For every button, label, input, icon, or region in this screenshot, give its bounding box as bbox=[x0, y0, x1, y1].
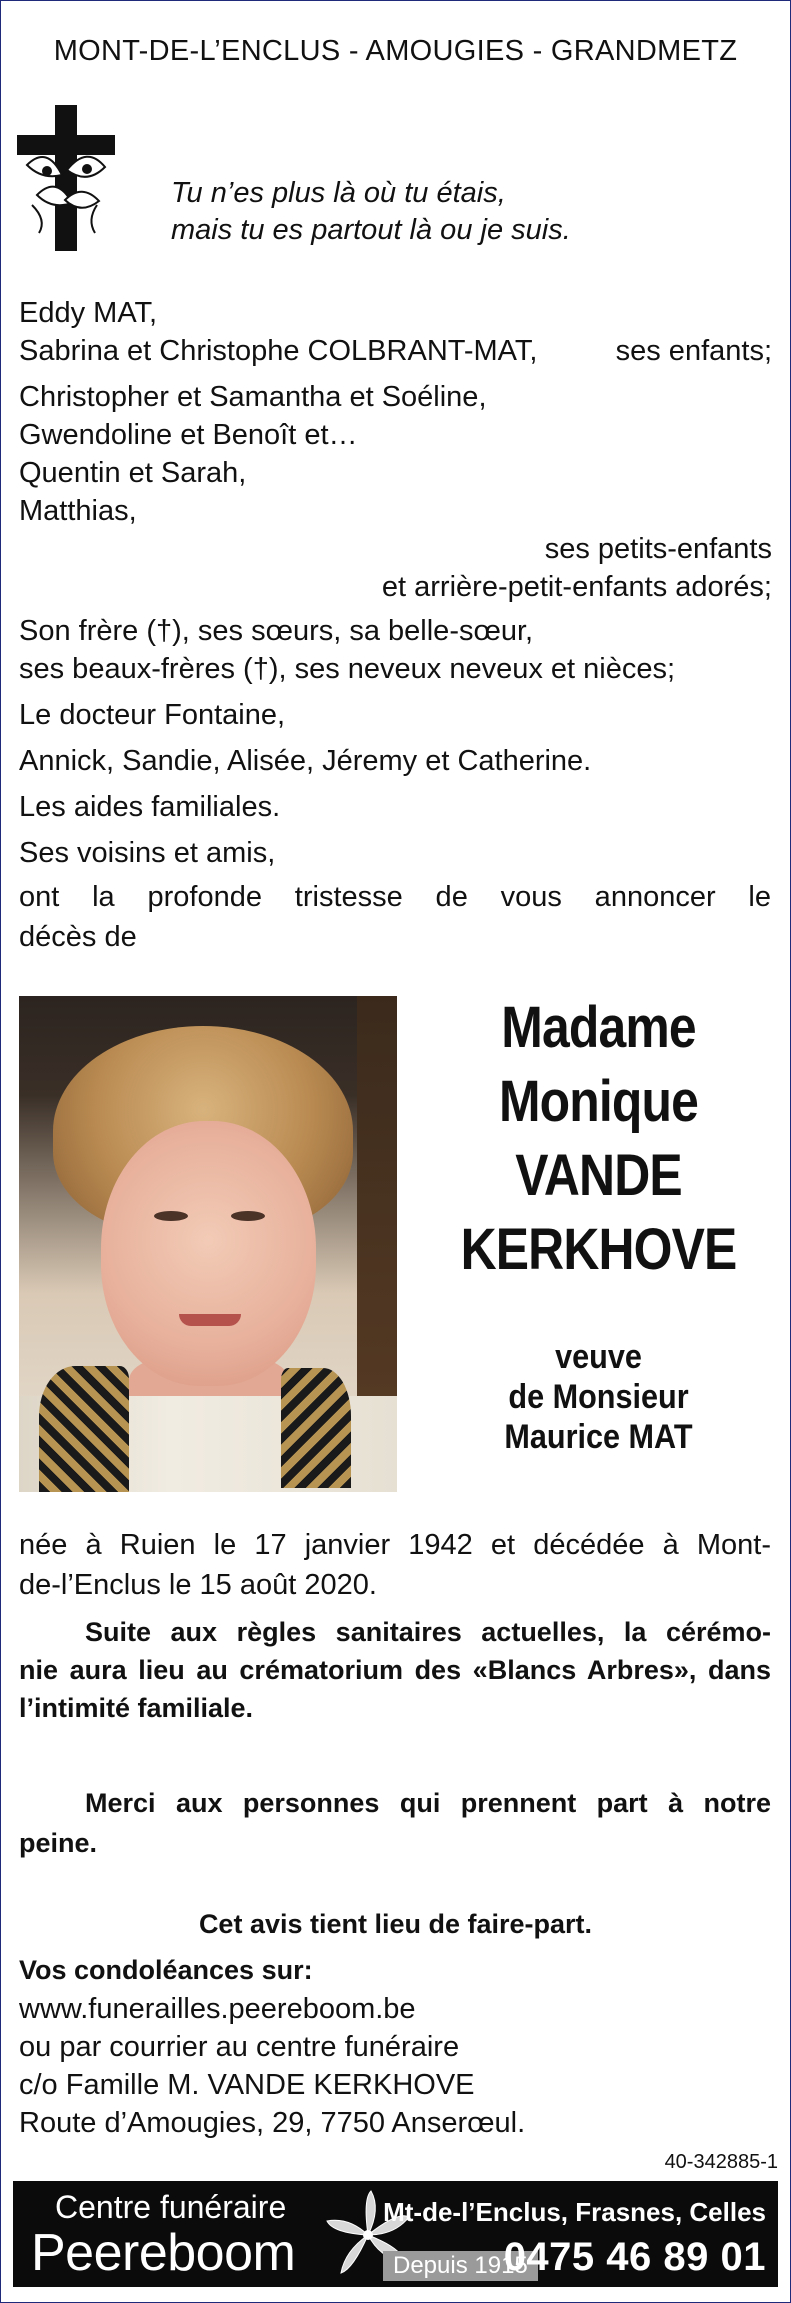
ceremony-line-2: nie aura lieu au crématorium des «Blancs Arbres», dans bbox=[19, 1655, 771, 1685]
family-line-10: ses beaux-frères (†), ses neveux neveux et nièces; bbox=[19, 653, 676, 685]
quote bbox=[171, 175, 571, 249]
family-line-13: Les aides familiales. bbox=[19, 791, 281, 823]
portrait-photo bbox=[19, 996, 397, 1492]
family-line-11: Le docteur Fontaine, bbox=[19, 699, 286, 731]
mail-line-3: Route d’Amougies, 29, 7750 Anserœul. bbox=[19, 2107, 526, 2139]
family-line-1: Eddy MAT, bbox=[19, 297, 158, 329]
family-line-2a: Sabrina et Christophe COLBRANT-MAT, bbox=[19, 335, 538, 367]
quote-line-2: mais tu es partout là ou je suis. bbox=[171, 214, 571, 246]
funeral-home-phone[interactable]: 0475 46 89 01 bbox=[503, 2235, 766, 2279]
announcement-line-2: décès de bbox=[19, 921, 137, 953]
birth-line-2: de-l’Enclus le 15 août 2020. bbox=[19, 1569, 377, 1601]
family-line-2b: ses enfants; bbox=[615, 335, 772, 367]
brand-line-1: Centre funéraire bbox=[55, 2189, 287, 2225]
deceased-last-name-1: VANDE bbox=[515, 1143, 682, 1208]
family-line-4: Gwendoline et Benoît et… bbox=[19, 419, 358, 451]
family-line-5: Quentin et Sarah, bbox=[19, 457, 247, 489]
brand-line-2: Peereboom bbox=[31, 2224, 296, 2282]
family-line-3: Christopher et Samantha et Soéline, bbox=[19, 381, 487, 413]
ceremony-line-3: l’intimité familiale. bbox=[19, 1693, 254, 1723]
funeral-home-banner bbox=[13, 2181, 778, 2287]
header-locations: MONT-DE-L’ENCLUS - AMOUGIES - GRANDMETZ bbox=[53, 35, 738, 67]
birth-line-1: née à Ruien le 17 janvier 1942 et décédée à Mont- bbox=[19, 1529, 771, 1561]
funeral-home-locations: Mt-de-l’Enclus, Frasnes, Celles bbox=[383, 2197, 766, 2227]
reference-number: 40-342885-1 bbox=[664, 2151, 778, 2173]
announcement bbox=[19, 877, 771, 957]
deceased-title: Madame bbox=[501, 995, 696, 1060]
birth-death-details bbox=[19, 1525, 771, 1605]
deceased-first-name: Monique bbox=[498, 1069, 699, 1134]
family-line-9: Son frère (†), ses sœurs, sa belle-sœur, bbox=[19, 615, 534, 647]
notice-text: Cet avis tient lieu de faire-part. bbox=[198, 1909, 593, 1939]
thanks-line-2: peine. bbox=[19, 1828, 98, 1858]
ceremony-line-1: Suite aux règles sanitaires actuelles, la cérémo- bbox=[85, 1617, 771, 1647]
cross-with-flowers-icon bbox=[17, 105, 115, 251]
family-line-8: et arrière-petit-enfants adorés; bbox=[381, 571, 772, 603]
widow-line-3: Maurice MAT bbox=[504, 1418, 693, 1456]
announcement-line-1: ont la profonde tristesse de vous annoncer le bbox=[19, 881, 771, 913]
condolences-label: Vos condoléances sur: bbox=[19, 1955, 313, 1985]
family-line-12: Annick, Sandie, Alisée, Jéremy et Catherine. bbox=[19, 745, 592, 777]
deceased-name bbox=[411, 991, 786, 1287]
ceremony-details bbox=[19, 1613, 771, 1727]
widow-line-1: veuve bbox=[555, 1338, 642, 1376]
mail-line-2: c/o Famille M. VANDE KERKHOVE bbox=[19, 2069, 475, 2101]
thanks bbox=[19, 1783, 771, 1863]
condolences-website[interactable]: www.funerailles.peereboom.be bbox=[19, 1993, 416, 2025]
deceased-last-name-2: KERKHOVE bbox=[460, 1217, 737, 1282]
family-line-6: Matthias, bbox=[19, 495, 137, 527]
widow-of bbox=[430, 1337, 768, 1457]
thanks-line-1: Merci aux personnes qui prennent part à notre bbox=[85, 1788, 771, 1818]
family-line-7: ses petits-enfants bbox=[544, 533, 772, 565]
quote-line-1: Tu n’es plus là où tu étais, bbox=[171, 177, 506, 209]
family-line-14: Ses voisins et amis, bbox=[19, 837, 276, 869]
since-badge: Depuis 1915 bbox=[383, 2251, 538, 2281]
widow-line-2: de Monsieur bbox=[508, 1378, 689, 1416]
mail-line-1: ou par courrier au centre funéraire bbox=[19, 2031, 460, 2063]
